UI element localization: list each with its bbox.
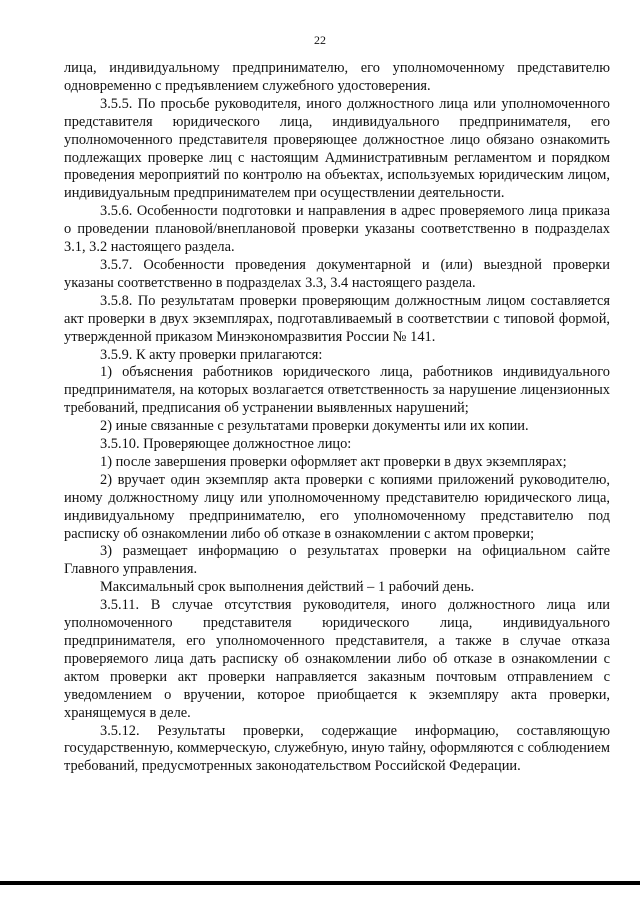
- paragraph-3-5-11: 3.5.11. В случае отсутствия руководителя, иного должностного лица или уполномоченного представителя юридического лица, индивидуального предпринимателя, его уполномоченного представителя, а также в случае отказа проверяемого лица дать расписку об ознакомлении либо об отказе в ознакомлении с актом проверки акт проверки направляется заказным почтовым отправлением с уведомлением о вручении, которое приобщается к экземпляру акта проверки, хранящемуся в деле.: [64, 597, 610, 721]
- paragraph-3-5-7: 3.5.7. Особенности проведения документарной и (или) выездной проверки указаны соответственно в подразделах 3.3, 3.4 настоящего раздела.: [64, 256, 610, 291]
- list-item-3-5-9-2: 2) иные связанные с результатами проверки документы или их копии.: [100, 418, 529, 435]
- list-item-3-5-9-1: 1) объяснения работников юридического лица, работников индивидуального предпринимателя, на которых возлагается ответственность за нарушение лицензионных требований, предписания об устранении выявленных нарушений;: [64, 364, 610, 417]
- paragraph-3-5-12: 3.5.12. Результаты проверки, содержащие информацию, составляющую государственную, коммерческую, служебную, иную тайну, оформляются с соблюдением требований, предусмотренных законодательством Российской Федерации.: [64, 722, 610, 775]
- paragraph-3-5-9: 3.5.9. К акту проверки прилагаются:: [100, 346, 323, 363]
- list-item-3-5-10-2: 2) вручает один экземпляр акта проверки с копиями приложений руководителю, иному должностному лицу или уполномоченному представителю юридического лица, индивидуальному предпринимателю, его уполномоченному представителю под расписку об ознакомлении либо об отказе в ознакомлении с актом проверки;: [64, 471, 610, 542]
- list-item-3-5-10-3: 3) размещает информацию о результатах проверки на официальном сайте Главного управления.: [64, 543, 610, 578]
- page-number: 22: [314, 33, 326, 47]
- paragraph-3-5-6: 3.5.6. Особенности подготовки и направления в адрес проверяемого лица приказа о проведении плановой/внеплановой проверки указаны соответственно в подразделах 3.1, 3.2 настоящего раздела.: [64, 203, 610, 256]
- paragraph-3-5-8: 3.5.8. По результатам проверки проверяющим должностным лицом составляется акт проверки в двух экземплярах, подготавливаемый в соответствии с типовой формой, утвержденной приказом Минэкономразвития России № 141.: [64, 292, 610, 345]
- page-bottom-rule: [0, 881, 640, 885]
- paragraph-continuation: лица, индивидуальному предпринимателю, его уполномоченному представителю одновременно с предъявлением служебного удостоверения.: [64, 60, 610, 94]
- paragraph-3-5-5: 3.5.5. По просьбе руководителя, иного должностного лица или уполномоченного представителя юридического лица, индивидуального предпринимателя, его уполномоченного представителя проверяющее должностное лицо обязано ознакомить подлежащих проверке лиц с настоящим Административным регламентом и порядком проведения мероприятий по контролю на объектах, используемых юридическим лицом, индивидуальным предпринимателем при осуществлении деятельности.: [64, 95, 610, 202]
- paragraph-max-duration: Максимальный срок выполнения действий – 1 рабочий день.: [100, 579, 475, 596]
- paragraph-3-5-10: 3.5.10. Проверяющее должностное лицо:: [100, 436, 352, 453]
- document-body: [64, 60, 610, 776]
- list-item-3-5-10-1: 1) после завершения проверки оформляет акт проверки в двух экземплярах;: [100, 453, 567, 470]
